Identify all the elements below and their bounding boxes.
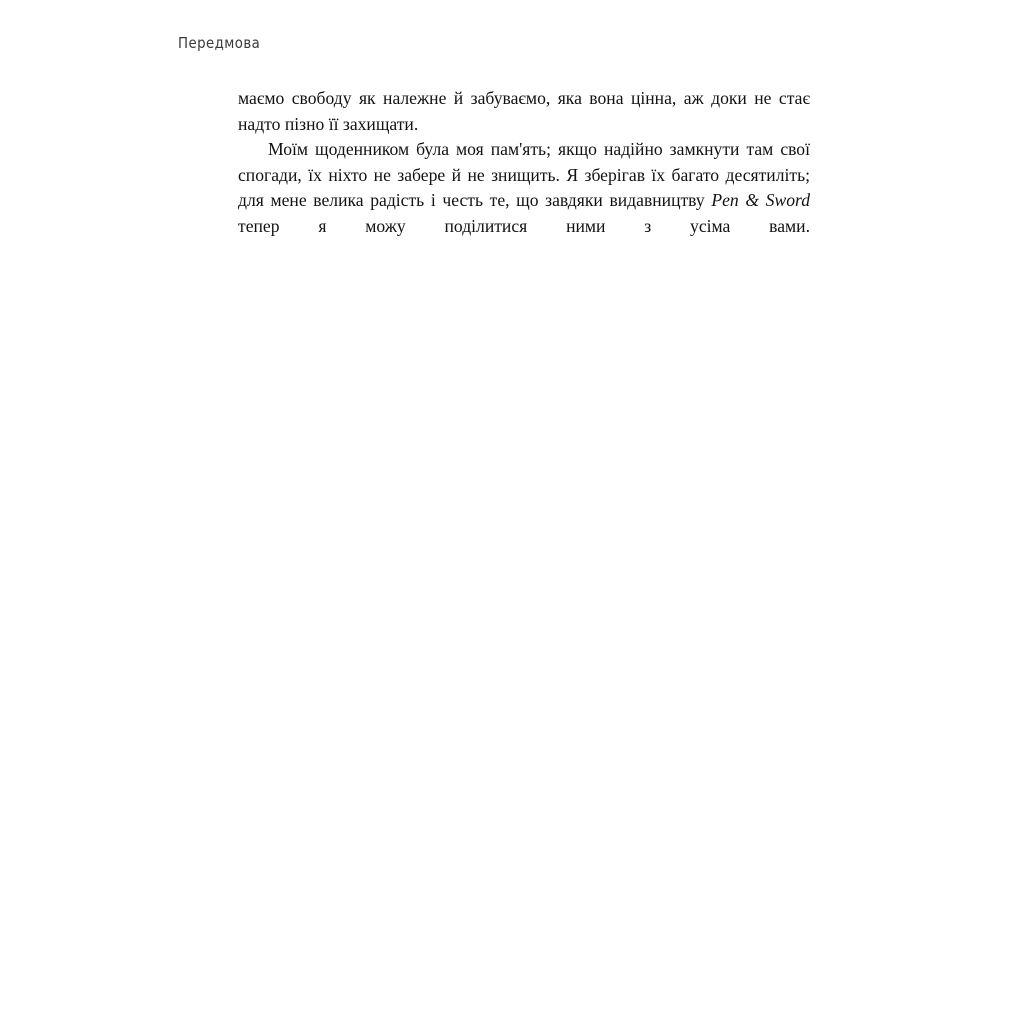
paragraph-1: маємо свободу як належне й забуваємо, яка вона цінна, аж доки не стає надто пізно її захищати. — [238, 88, 810, 134]
publisher-name: Pen & Sword — [711, 190, 810, 211]
body-text — [238, 86, 810, 265]
running-head: Передмова — [178, 34, 261, 52]
paragraph-2-text-after: тепер я можу поділитися ними з усіма вами. — [238, 215, 810, 236]
paragraph-2-text-before: Моїм щоденником була моя пам'ять; якщо надійно замкнути там свої спогади, їх ніхто не забере й не знищить. Я зберігав їх багато десятиліть; для мене велика радість і честь те, що завдяки видавництву — [238, 139, 810, 211]
paragraph-2 — [238, 137, 810, 265]
